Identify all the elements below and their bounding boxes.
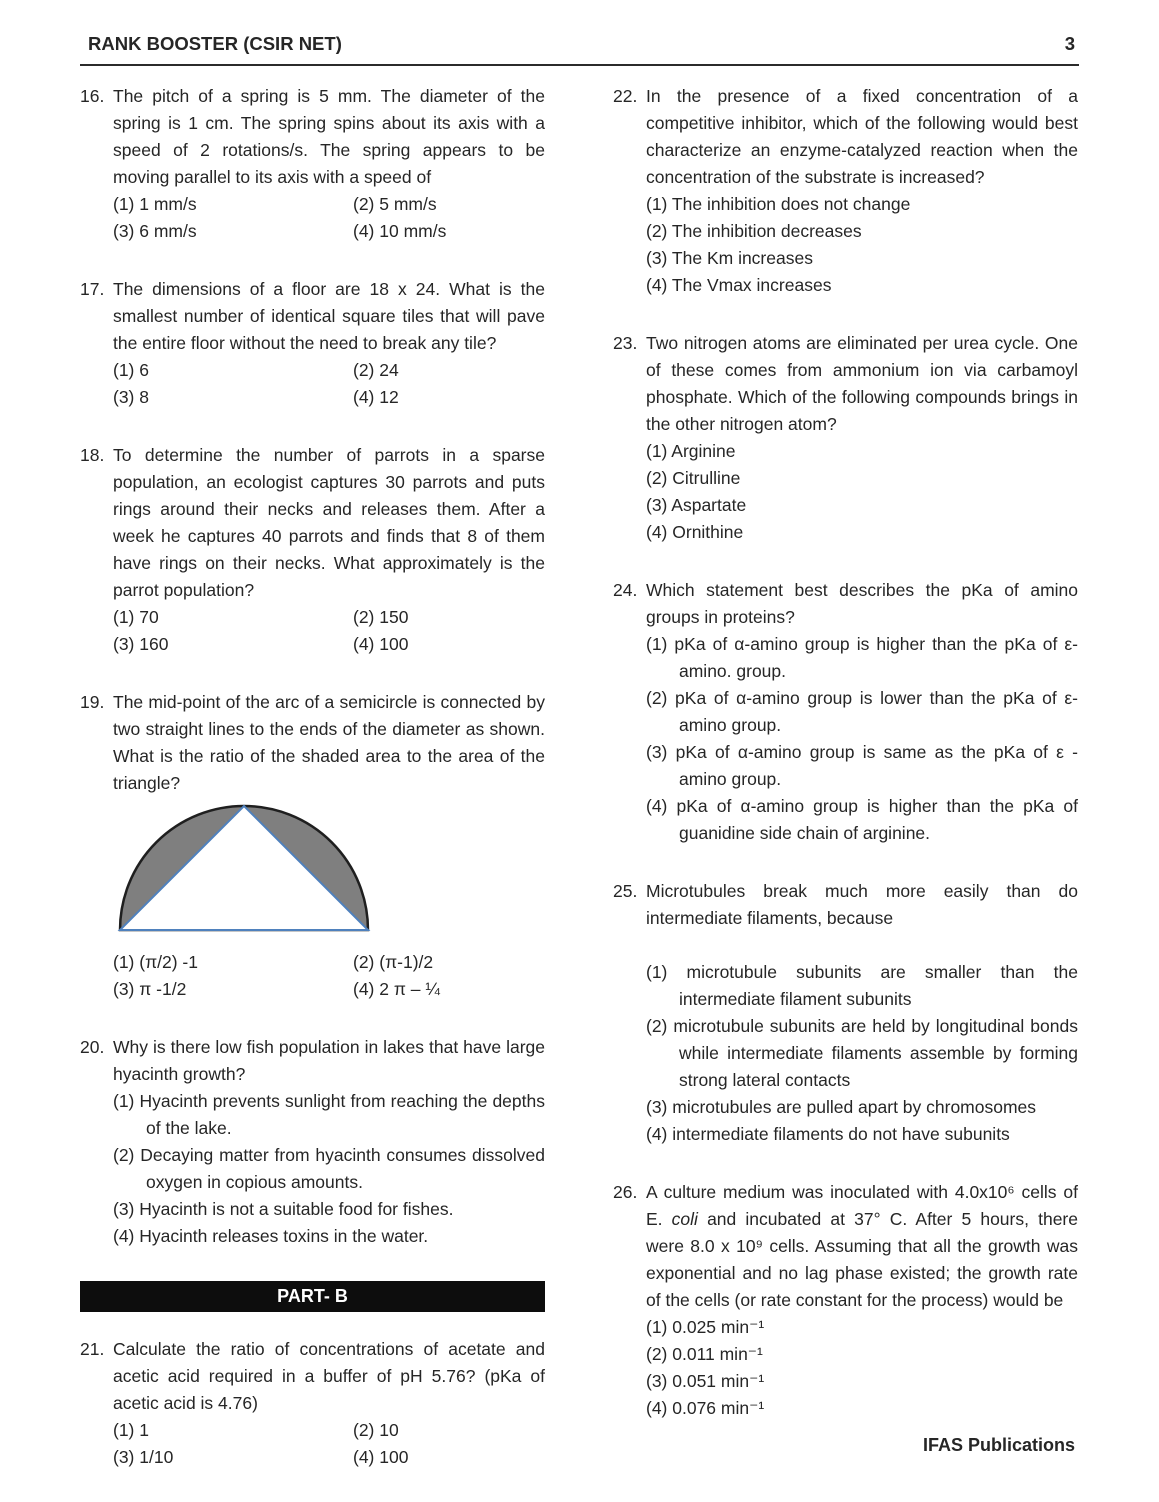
options: [113, 949, 545, 1003]
option: (1) 1: [113, 1420, 149, 1440]
question-number: 18.: [80, 445, 105, 465]
option: (3) microtubules are pulled apart by chromosomes: [646, 1097, 1037, 1117]
question-22: [613, 83, 1078, 299]
page-title: RANK BOOSTER (CSIR NET): [88, 33, 342, 54]
option: (1) Arginine: [646, 441, 736, 461]
question-25: [613, 878, 1078, 1148]
option: (4) 0.076 min⁻¹: [646, 1398, 765, 1418]
question-number: 20.: [80, 1037, 105, 1057]
options: [113, 604, 545, 658]
question-text: The pitch of a spring is 5 mm. The diameter of the spring is 1 cm. The spring spins about its axis with a speed of 2 rotations/s. The spring appears to be moving parallel to its axis with a speed of: [113, 86, 545, 187]
question-text: Microtubules break much more easily than do intermediate filaments, because: [646, 881, 1078, 928]
option: (4) Hyacinth releases toxins in the water.: [113, 1226, 429, 1246]
question-text: Which statement best describes the pKa of amino groups in proteins?: [646, 580, 1078, 627]
options: [113, 1417, 545, 1471]
options: [646, 959, 1078, 1148]
options: [646, 438, 1078, 546]
option: (1) The inhibition does not change: [646, 194, 911, 214]
option: (3) pKa of α-amino group is same as the pKa of ε -amino group.: [646, 742, 1078, 789]
option: (2) 0.011 min⁻¹: [646, 1344, 763, 1364]
options: [113, 191, 545, 245]
option: (1) 1 mm/s: [113, 194, 197, 214]
question-text: Calculate the ratio of concentrations of acetate and acetic acid required in a buffer of pH 5.76? (pKa of acetic acid is 4.76): [113, 1339, 545, 1413]
publisher-footer: IFAS Publications: [922, 1435, 1075, 1455]
option: (2) Citrulline: [646, 468, 741, 488]
part-b-section-header: PART- B: [80, 1281, 545, 1312]
question-number: 23.: [613, 333, 638, 353]
option: (3) Hyacinth is not a suitable food for fishes.: [113, 1199, 454, 1219]
option: (2) pKa of α-amino group is lower than the pKa of ε-amino group.: [646, 688, 1078, 735]
option: (4) pKa of α-amino group is higher than the pKa of guanidine side chain of arginine.: [646, 796, 1078, 843]
option: (2) 5 mm/s: [353, 194, 437, 214]
question-23: [613, 330, 1078, 546]
option: (1) 6: [113, 360, 149, 380]
question-number: 19.: [80, 692, 105, 712]
option: (2) microtubule subunits are held by longitudinal bonds while intermediate filaments assemble by forming strong lateral contacts: [646, 1016, 1078, 1090]
option: (2) 10: [353, 1420, 399, 1440]
question-16: [80, 83, 545, 245]
page-number: 3: [1064, 33, 1075, 54]
page-header: [80, 30, 1079, 66]
option: (3) 160: [113, 634, 169, 654]
question-26: [613, 1179, 1078, 1422]
question-number: 16.: [80, 86, 105, 106]
question-18: [80, 442, 545, 658]
right-column: [613, 83, 1078, 1502]
options: [113, 357, 545, 411]
question-text-part: and incubated at 37° C. After 5 hours, there were 8.0 x 10⁹ cells. Assuming that all the growth was exponential and no lag phase existed; the growth rate of the cells (or rate constant for the process) would be: [646, 1209, 1078, 1310]
question-text: Why is there low fish population in lakes that have large hyacinth growth?: [113, 1037, 545, 1084]
option: (4) Ornithine: [646, 522, 744, 542]
figure-container: [116, 802, 545, 934]
option: (1) Hyacinth prevents sunlight from reaching the depths of the lake.: [113, 1091, 545, 1138]
option: (3) 1/10: [113, 1447, 174, 1467]
option: (4) 100: [353, 634, 409, 654]
question-number: 22.: [613, 86, 638, 106]
options: [646, 631, 1078, 847]
question-text: The mid-point of the arc of a semicircle is connected by two straight lines to the ends of the diameter as shown. What is the ratio of the shaded area to the area of the triangle?: [113, 692, 545, 793]
option: (4) 12: [353, 387, 399, 407]
option: (1) 0.025 min⁻¹: [646, 1317, 765, 1337]
option: (2) 150: [353, 607, 409, 627]
question-text-italic: coli: [671, 1209, 698, 1229]
option: (4) intermediate filaments do not have subunits: [646, 1124, 1010, 1144]
left-column: [80, 83, 545, 1502]
question-24: [613, 577, 1078, 847]
question-number: 25.: [613, 881, 638, 901]
option: (1) (π/2) -1: [113, 952, 198, 972]
option: (3) 0.051 min⁻¹: [646, 1371, 765, 1391]
option: (4) 10 mm/s: [353, 221, 447, 241]
option: (2) (π-1)/2: [353, 952, 434, 972]
question-20: [80, 1034, 545, 1250]
option: (1) 70: [113, 607, 159, 627]
options: [646, 1314, 1078, 1422]
options: [646, 191, 1078, 299]
option: (2) Decaying matter from hyacinth consumes dissolved oxygen in copious amounts.: [113, 1145, 545, 1192]
option: (3) 8: [113, 387, 149, 407]
two-column-layout: [80, 83, 1079, 1502]
question-number: 17.: [80, 279, 105, 299]
question-text: The dimensions of a floor are 18 x 24. What is the smallest number of identical square tiles that will pave the entire floor without the need to break any tile?: [113, 279, 545, 353]
option: (3) 6 mm/s: [113, 221, 197, 241]
option: (4) The Vmax increases: [646, 275, 832, 295]
question-text: [646, 1179, 1078, 1314]
option: (3) Aspartate: [646, 495, 747, 515]
option: (2) The inhibition decreases: [646, 221, 862, 241]
question-17: [80, 276, 545, 411]
option: (4) 100: [353, 1447, 409, 1467]
option: (1) pKa of α-amino group is higher than the pKa of ε-amino. group.: [646, 634, 1078, 681]
question-19: [80, 689, 545, 1003]
question-21: [80, 1336, 545, 1471]
question-text: To determine the number of parrots in a sparse population, an ecologist captures 30 parrots and puts rings around their necks and releases them. After a week he captures 40 parrots and finds that 8 of them have rings on their necks. What approximately is the parrot population?: [113, 445, 545, 600]
option: (3) The Km increases: [646, 248, 813, 268]
semicircle-figure: [116, 802, 372, 934]
option: (4) 2 π – ¼: [353, 979, 440, 999]
question-number: 24.: [613, 580, 638, 600]
options: [113, 1088, 545, 1250]
question-number: 26.: [613, 1182, 638, 1202]
question-text: Two nitrogen atoms are eliminated per urea cycle. One of these comes from ammonium ion via carbamoyl phosphate. Which of the following compounds brings in the other nitrogen atom?: [646, 333, 1078, 434]
option: (1) microtubule subunits are smaller than the intermediate filament subunits: [646, 962, 1078, 1009]
question-text-part: A culture medium was inoculated with 4.0x10⁶ cells of E.: [646, 1182, 1078, 1229]
option: (2) 24: [353, 360, 399, 380]
question-number: 21.: [80, 1339, 105, 1359]
question-text: In the presence of a fixed concentration of a competitive inhibitor, which of the following would best characterize an enzyme-catalyzed reaction when the concentration of the substrate is increased?: [646, 86, 1078, 187]
option: (3) π -1/2: [113, 979, 187, 999]
